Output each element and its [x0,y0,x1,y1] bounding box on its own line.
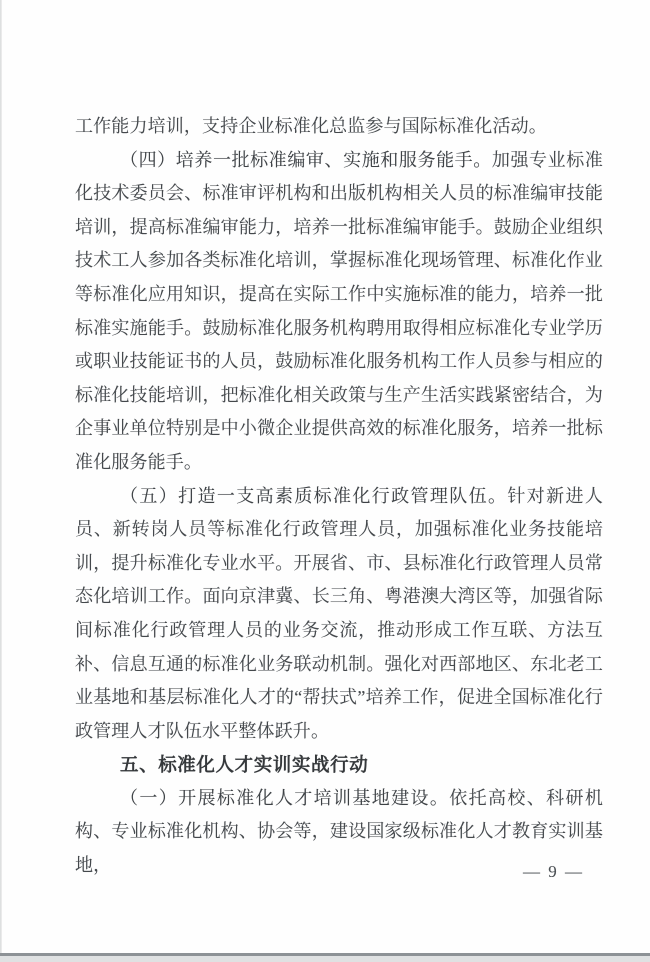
scan-edge-bottom [0,952,650,962]
paragraph-item-1-lead: （一）开展标准化人才培训基地建设。 [120,787,450,808]
paragraph-item-1-body: 依托高校、科研机构、专业标准化机构、协会等，建设国家级标准化人才教育实训基地， [75,787,603,876]
section-5-heading: 五、标准化人才实训实战行动 [120,754,369,776]
page-number: — 9 — [523,862,584,881]
paragraph-item-4 [75,144,603,480]
document-text-block [75,110,603,883]
paragraph-item-5-lead: （五）打造一支高素质标准化行政管理队伍。 [120,485,508,506]
paragraph-item-5-body: 针对新进人员、新转岗人员等标准化行政管理人员，加强标准化业务技能培训，提升标准化专业水平。开展省、市、县标准化行政管理人员常态化培训工作。面向京津冀、长三角、粤港澳大湾区等，加强省际间标准化行政管理人员的业务交流，推动形成工作互联、方法互补、信息互通的标准化业务联动机制。强化对西部地区、东北老工业基地和基层标准化人才的“帮扶式”培养工作，促进全国标准化行政管理人才队伍水平整体跃升。 [75,485,603,741]
paragraph-item-5 [75,480,603,749]
paragraph-continuation: 工作能力培训，支持企业标准化总监参与国际标准化活动。 [75,116,547,136]
paragraph-item-4-lead: （四）培养一批标准编审、实施和服务能手。 [120,149,492,170]
paragraph-item-4-body: 加强专业标准化技术委员会、标准审评机构和出版机构相关人员的标准编审技能培训，提高标准编审能力，培养一批标准编审能手。鼓励企业组织技术工人参加各类标准化培训，掌握标准化现场管理、标准化作业等标准化应用知识，提高在实际工作中实施标准的能力，培养一批标准实施能手。鼓励标准化服务机构聘用取得相应标准化专业学历或职业技能证书的人员，鼓励标准化服务机构工作人员参与相应的标准化技能培训，把标准化相关政策与生产生活实践紧密结合，为企事业单位特别是中小微企业提供高效的标准化服务，培养一批标准化服务能手。 [75,149,603,472]
scan-edge-left [0,0,2,962]
scan-edge-bottom-fade [0,956,650,962]
